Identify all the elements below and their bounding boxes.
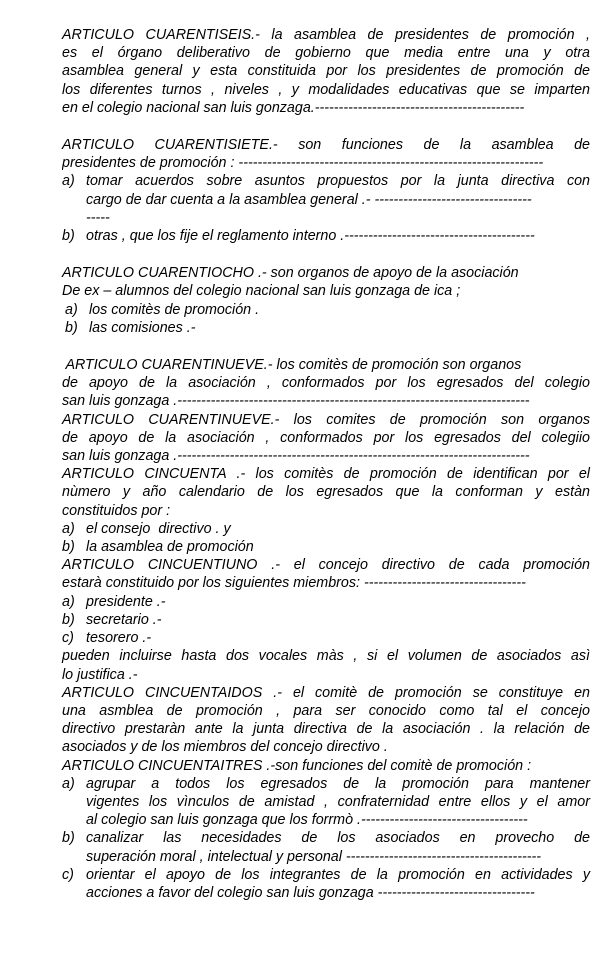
document-page [62, 26, 590, 902]
article-48-line: De ex – alumnos del colegio nacional san luis gonzaga de ica ; [62, 283, 461, 300]
list-item [62, 866, 590, 902]
article-49-line: de apoyo de la asociación , conformados por los egresados del colegio [62, 375, 590, 392]
article-48-line: ARTICULO CUARENTIOCHO .- son organos de apoyo de la asociación [62, 265, 519, 282]
article-50-line: nùmero y año calendario de los egresados que la conforman y estàn [62, 484, 590, 501]
list-marker: a) [62, 520, 75, 537]
article-47-line: presidentes de promoción : ---------------------------------------------------------------- [62, 155, 544, 172]
list-item [62, 775, 590, 830]
article-46-line: en el colegio nacional san luis gonzaga.-------------------------------------------- [62, 99, 525, 116]
list-marker: a) [62, 173, 75, 190]
list-item-text: las comisiones .- [89, 319, 196, 336]
list-item-text: tesorero .- [86, 630, 152, 647]
article-48 [62, 264, 590, 337]
list-item-line: vigentes los vìnculos de amistad , confraternidad entre ellos y el amor [86, 793, 590, 810]
list-marker: b) [62, 228, 75, 245]
article-53 [62, 757, 590, 903]
list-item-line: al colegio san luis gonzaga que los forrmò .----------------------------------- [86, 812, 528, 829]
article-50-line: ARTICULO CINCUENTA .- los comitès de promoción de identifican por el [62, 466, 590, 483]
list-item-line: agrupar a todos los egresados de la promoción para mantener [86, 775, 590, 792]
list-item [62, 301, 590, 319]
article-52-line: una asmblea de promoción , para ser conocido como tal el concejo [62, 702, 590, 719]
article-51-line: ARTICULO CINCUENTIUNO .- el concejo directivo de cada promoción [62, 557, 590, 574]
article-52-line: ARTICULO CINCUENTAIDOS .- el comitè de promoción se constituye en [62, 684, 590, 701]
article-49-duplicate [62, 411, 590, 466]
list-item [62, 319, 590, 337]
list-marker: c) [62, 630, 74, 647]
list-item [62, 629, 590, 647]
article-51-note: lo justifica .- [62, 666, 138, 683]
list-item [62, 520, 590, 538]
article-53-line: ARTICULO CINCUENTAITRES .-son funciones del comitè de promoción : [62, 757, 532, 774]
list-item-text: secretario .- [86, 611, 162, 628]
list-item-line: orientar el apoyo de los integrantes de la promoción en actividades y [86, 866, 590, 883]
article-46 [62, 26, 590, 117]
article-51-note: pueden incluirse hasta dos vocales màs , si el volumen de asociados asì [62, 648, 590, 665]
list-item-text: los comitès de promoción . [89, 301, 260, 318]
list-item-text: presidente .- [86, 593, 166, 610]
list-marker: b) [62, 830, 75, 847]
article-49-line: san luis gonzaga .-------------------------------------------------------------------------- [62, 393, 530, 410]
list-marker: b) [65, 319, 78, 336]
list-item [62, 538, 590, 556]
list-item-line: tomar acuerdos sobre asuntos propuestos por la junta directiva con [86, 173, 590, 190]
list-marker: a) [62, 593, 75, 610]
article-46-line: los diferentes turnos , niveles , y modalidades educativas que se imparten [62, 81, 590, 98]
list-marker: a) [62, 775, 75, 792]
article-50 [62, 465, 590, 556]
list-marker: b) [62, 611, 75, 628]
list-item [62, 829, 590, 865]
list-item-line: canalizar las necesidades de los asociados en provecho de [86, 830, 590, 847]
list-item [62, 227, 590, 245]
list-item-line: otras , que los fije el reglamento interno .---------------------------------------- [86, 228, 535, 245]
list-marker: a) [65, 301, 78, 318]
article-51-line: estarà constituido por los siguientes miembros: ---------------------------------- [62, 575, 526, 592]
article-49b-line: ARTICULO CUARENTINUEVE.- los comites de promoción son organos [62, 411, 590, 428]
article-51 [62, 556, 590, 683]
list-item-line: acciones a favor del colegio san luis gonzaga --------------------------------- [86, 884, 535, 901]
list-item [62, 172, 590, 227]
list-marker: b) [62, 539, 75, 556]
list-item-line: ----- [86, 209, 110, 226]
article-49b-line: de apoyo de la asociación , conformados por los egresados del colegiio [62, 429, 590, 446]
article-46-line: asamblea general y esta constituida por los presidentes de promoción de [62, 63, 590, 80]
list-item [62, 593, 590, 611]
list-item [62, 611, 590, 629]
article-49b-line: san luis gonzaga .-------------------------------------------------------------------------- [62, 448, 530, 465]
article-52-line: asociados y de los miembros del concejo directivo . [62, 739, 388, 756]
list-item-line: cargo de dar cuenta a la asamblea general .- --------------------------------- [86, 191, 532, 208]
article-49 [62, 356, 590, 411]
list-item-line: superación moral , intelectual y personal ----------------------------------------- [86, 848, 542, 865]
article-47 [62, 136, 590, 245]
article-49-line: ARTICULO CUARENTINUEVE.- los comitès de promoción son organos [62, 357, 522, 374]
article-50-line: constituidos por : [62, 502, 171, 519]
article-46-line: es el órgano deliberativo de gobierno que media entre una y otra [62, 45, 590, 62]
list-marker: c) [62, 866, 74, 883]
article-47-line: ARTICULO CUARENTISIETE.- son funciones de la asamblea de [62, 137, 590, 154]
list-item-text: la asamblea de promoción [86, 539, 254, 556]
list-item-text: el consejo directivo . y [86, 520, 231, 537]
article-52 [62, 684, 590, 757]
article-52-line: directivo prestaràn ante la junta directiva de la asociación . la relación de [62, 721, 590, 738]
article-46-line: ARTICULO CUARENTISEIS.- la asamblea de presidentes de promoción , [62, 27, 590, 43]
